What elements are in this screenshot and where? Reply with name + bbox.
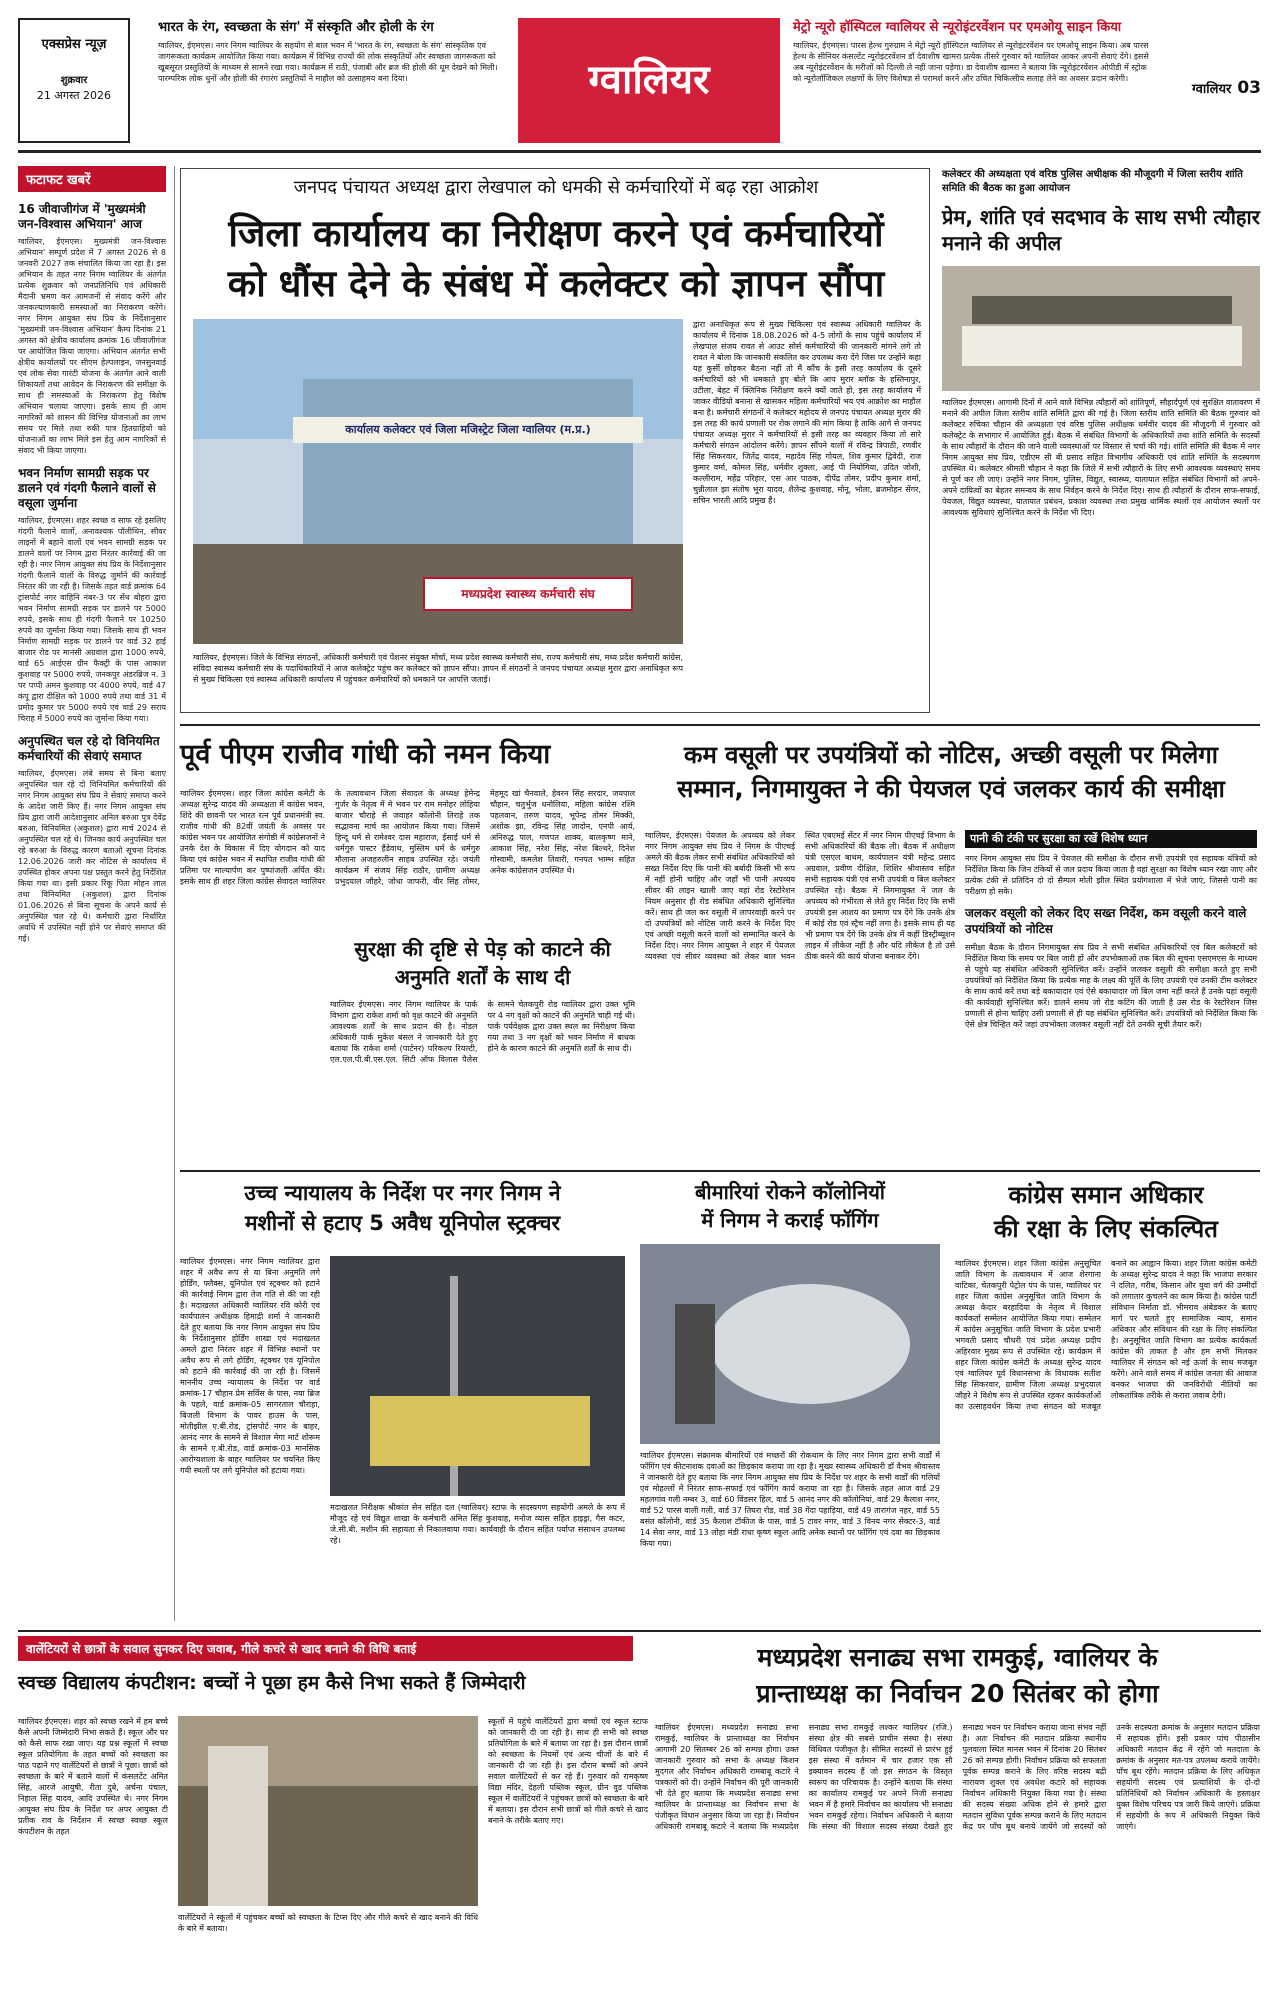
photo-building bbox=[303, 379, 633, 569]
section-rule bbox=[180, 724, 1260, 726]
unipole-story bbox=[180, 1178, 625, 1616]
rajiv-body: ग्वालियर ईएमएस। शहर जिला कांग्रेस कमेटी के अध्यक्ष सुरेन्द्र यादव की अध्यक्षता में कांग्रेस भवन, शिंदे की छावनी पर भारत रत्न पूर्व प्रधानमंत्री स्व. राजीव गांधी की 82वीं जयंती के अवसर पर कांग्रेस भवन पर आयोजित संगोष्ठी में कांग्रेसजनों ने उनके देश के विकास में दिए योगदान को याद किया एवं कांग्रेस भवन में स्थापित राजीव गांधी की प्रतिमा पर माल्यार्पण कर पुष्पांजली अर्पित की। इसके साथ ही शहर जिला कांग्रेस सेवादल ग्वालियर के तत्वावधान जिला सेवादल के अध्यक्ष हेमेन्द्र गुर्जर के नेतृत्व में मे भवन पर राम मनोहर लोहिया बाजार चौराहे से जवाहर कॉलोनी तिराहे तक सद्भावना मार्च का आयोजन किया गया। जिसमें हिन्दू धर्म से रामेश्वर दास महाराज, ईसाई धर्म से धर्मगुरु पास्टर हैंडेवाथ, मुस्लिम धर्म के धर्मगुरु मौलाना अजहरुलीन साहब उपस्थित रहे। जयंती कार्यक्रम में संजय सिंह राठौर, ग्रामीण अध्यक्ष प्रभुदयाल जौहरे, जोधा जाफरी, वीर सिंह तोमर, मेहमूद खां चैनवाले, हेवरन सिंह सरदार, जयपाल चौहान, चतुर्भुज धनोलिया, महिला कांग्रेस रश्मि पहलवान, तरुण यादव, भूपेन्द्र तोमर मिक्की, अशोक झा, रविन्द्र सिंह जादोन, एनपी आर्य, अनिरुद्ध पाल, गणपत शाक्य, बालकृष्ण माने, आकाश सिंह, नरेश सिंह, नरेश बिल्थरे, दिनेश गोस्वामी, कमलेश तिवारी, गनपत भाम्भ सहित अनेक कांग्रेसजन उपस्थित थे। bbox=[180, 789, 635, 886]
fogging-headline-line2: में निगम ने कराई फॉगिंग bbox=[701, 1208, 879, 1232]
school-body-continued: वालेंटियरों ने स्कूलों में पहुंचकर बच्चों को स्वच्छता के टिप्स दिए और गीले कचरे से खाद बनाने की विधि के बारे में बताया। bbox=[178, 1913, 478, 1933]
lead-headline bbox=[181, 209, 931, 309]
city-banner: ग्वालियर bbox=[518, 18, 780, 143]
water-side-head1: पानी की टंकी पर सुरक्षा का रखें विशेष ध्यान bbox=[965, 830, 1257, 848]
header-story-right-text: ग्वालियर, ईएमएस। पारस हेल्थ गुरुग्राम ने मेट्रो न्यूरो हॉस्पिटल ग्वालियर से न्यूरोइंटरवेंशन पर एमओयू साइन किया। अब पारस हेल्थ के सीनियर कंसल्टेंट न्यूरोइंटरवेंशन डॉ देवाशीष खामरा प्रत्येक तीसरे गुरुवार को ग्वालियर आकर अपनी सेवाएं देंगे। इससे अब न्यूरोइंटरवेंशन के मरीजों को दिल्ली ले नहीं जाना पड़ेगा। डा देवाशीष खामरा ने बताया कि न्यूरोइंटरवेंशन ओपीडी में स्ट्रोक को न्यूरोलॉजिकल लक्षणों के लिए विशेषज्ञ से परामर्श करने और उचित चिकित्सीय सलाह लेने का अवसर प्रदान करेगी। bbox=[793, 41, 1149, 83]
fogging-photo bbox=[640, 1244, 940, 1444]
congress-headline-line1: कांग्रेस समान अधिकार bbox=[1008, 1181, 1204, 1209]
fatafat-item-body: ग्वालियर, ईएमएस। शहर स्वच्छ व साफ रहे इसलिए गंदगी फैलाने वालों, अनावश्यक पॉलीथिन, सीवर लाइनों में बहाने वालों एवं भवन सामग्री सड़क पर डालने वालों पर निगम द्वारा निरंतर कार्रवाई की जा रही है। नगर निगम आयुक्त संघ प्रिय के निर्देशानुसार गंदगी फैलाने वालों के विरुद्ध जुर्माने की कार्रवाई निरंतर की जा रही है। जिसके तहत वार्ड क्रमांक 64 ट्रांसपोर्ट नगर वाहिनि नंबर-3 पर सेंध बोहरा द्वारा भवन निर्माण सामग्री सड़क पर डालने पर 5000 रुपये, इसके साथ ही गंदगी फैलाने पर 10250 रुपये का जुर्माना किया गया। जिसके साथ ही भवन निर्माण सामग्री सड़क पर डालने पर वार्ड 32 हाई बाजार रोड पर मानसी अग्रवाल द्वारा 1000 रुपये, वार्ड 65 आईएस ग्रीन फैक्ट्री के पास आकाश कुशवाह पर 5000 रुपये, जनकपुर अंडरब्रिज न. 3 पर पप्पी अमन कुशवाह पर 4000 रुपये, वार्ड 47 कंपू द्वारा दीक्षित को 1000 रुपये तथा वार्ड 31 में प्रमोद कुमार पर 5000 रुपये एवं वार्ड 29 सराय चिराह में 5000 रुपये का जुर्माना किया गया। bbox=[18, 516, 166, 723]
committee-photo bbox=[942, 266, 1260, 391]
masthead bbox=[18, 18, 1261, 150]
school-headline: स्वच्छ विद्यालय कंपटीशन: बच्चों ने पूछा हम कैसे निभा सकते हैं जिम्मेदारी bbox=[18, 1672, 526, 1694]
fatafat-item bbox=[18, 202, 166, 456]
issue-date: 21 अगस्त 2026 bbox=[36, 89, 112, 102]
fogging-headline-line1: बीमारियां रोकने कॉलोनियों bbox=[695, 1180, 885, 1204]
lead-story bbox=[180, 168, 930, 713]
fatafat-item bbox=[18, 466, 166, 724]
tree-headline bbox=[330, 935, 635, 991]
lead-headline-line1: जिला कार्यालय का निरीक्षण करने एवं कर्मचारियों bbox=[228, 212, 884, 255]
congress-headline-line2: की रक्षा के लिए संकल्पित bbox=[994, 1215, 1218, 1243]
photo-signboard: कार्यालय कलेक्टर एवं जिला मजिस्ट्रेट जिला ग्वालियर (म.प्र.) bbox=[293, 417, 643, 443]
committee-body: ग्वालियर ईएमएस। आगामी दिनों में आने वाले विभिन्न त्यौहारों को शांतिपूर्ण, सौहार्दपूर्ण एवं सुरक्षित वातावरण में मनाने की अपील जिला स्तरीय शांति समिति द्वारा की गई है। जिला स्तरीय शांति समिति की बैठक गुरुवार को कलेक्टर रुचिका चौहान की अध्यक्षता एवं वरिष्ठ पुलिस अधीक्षक धर्मवीर यादव की मौजूदगी में गुरुवार को कलेक्ट्रेट के सभागार में आयोजित हुई। बैठक में संबंधित विभागों के अधिकारियों तथा शांति समिति के सदस्यों के साथ त्यौहारों के दौरान की जाने वाली व्यवस्थाओं पर विस्तार से चर्चा की गई। शांति समिति की बैठक में नगर निगम आयुक्त संघ प्रिय, एडीएम सी बी प्रसाद सहित विभागीय अधिकारी एवं शांति समिति के सदस्यगण उपस्थित थे। कलेक्टर श्रीमती चौहान ने कहा कि जिले में सभी त्यौहारों के लिए सभी आवश्यक व्यवस्थाएं समय से पूर्ण कर ली जाएं। उन्होंने नगर निगम, पुलिस, विद्युत, स्वास्थ्य, यातायात सहित संबंधित विभागों को अपने-अपने दायित्वों का बेहतर समन्वय के साथ निर्वहन करने के निर्देश दिए। साथ ही त्यौहारों के दौरान साफ-सफाई, पेयजल, विद्युत व्यवस्था, यातायात प्रबंधन, प्रकाश व्यवस्था तथा प्रमुख धार्मिक स्थलों एवं आयोजन स्थलों पर आवश्यक सुविधाएं सुनिश्चित करने के निर्देश भी दिए। bbox=[942, 398, 1260, 517]
fogging-body: ग्वालियर ईएमएस। संक्रामक बीमारियों एवं मच्छरों की रोकथाम के लिए नगर निगम द्वारा सभी वार्डों में फॉगिंग एवं कीटनाशक दवाओं का छिड़काव कराया जा रहा है। मुख्य स्वास्थ्य अधिकारी डॉ वैभव श्रीवास्तव ने जानकारी देते हुए बताया कि नगर निगम आयुक्त संघ प्रिय के निर्देश पर शहर के सभी वार्डों की गलियों एवं मोहल्लों में निरंतर साफ-सफाई एवं फॉगिंग कार्य कराया जा रहा है। जिसके तहत आज वार्ड 29 महलगांव गली नम्बर 3, वार्ड 60 विंडसर हिल, वार्ड 5 आनंद नगर की कॉलोनियां, वार्ड 29 कैलाश नगर, वार्ड 52 पारस वाली गली, वार्ड 37 तिघरा रोड, वार्ड 38 गेंदा पहाड़िया, वार्ड 49 तारागंज नहर, वार्ड 55 बसंत कॉलोनी, वार्ड 35 कैलाश टॉकीज के पास, वार्ड 5 टावर नगर, वार्ड 3 विनय नगर सेक्टर-3, वार्ड 14 सेवा नगर, वार्ड 13 लोहा मंडी राधा कृष्ण स्कूल आदि अनेक स्थानों पर फॉगिंग एवं दवा का छिड़काव किया गया। bbox=[640, 1451, 940, 1548]
school-photo bbox=[178, 1716, 478, 1906]
committee-kicker: कलेक्टर की अध्यक्षता एवं वरिष्ठ पुलिस अधीक्षक की मौजूदगी में जिला स्तरीय शांति समिति की बैठक का हुआ आयोजन bbox=[942, 169, 1243, 194]
school-body: ग्वालियर ईएमएस। शहर को स्वच्छ रखने में हम बच्चे कैसे अपनी जिम्मेदारी निभा सकते हैं। स्कूल और घर को कैसे साफ रखा जाए। यह प्रश्न स्कूलों में स्वच्छ स्कूल प्रतियोगिता के तहत बच्चों को स्वच्छता का पाठ पढ़ाने गए वालेंटियरों से छात्रों ने पूछा। छात्रों को स्वच्छता के बारे में बताने वालों में कंसलटेंट अमित सिंह, आरजे आयुषी, रीता दुबे, अर्चना पंचाल, निहाल सिंह यादव, आदि उपस्थित थे। नगर निगम आयुक्त संघ प्रिय के निर्देश पर अपर आयुक्त टी प्रतीक राव के निर्देशन में स्वच्छ स्वच्छ स्कूल कंपटीशन के तहत bbox=[18, 1717, 168, 1836]
photo-people bbox=[972, 296, 1232, 324]
lead-body: द्वारा अनाधिकृत रूप से मुख्य चिकित्सा एवं स्वास्थ्य अधिकारी ग्वालियर के कार्यालय में दिनांक 18.08.2026 को 4-5 लोगों के साथ पहुंचे कार्यालय में लेखपाल संजय रावत से आउट सोर्स कर्मचारियों की जानकारी मांगने लगे तो रावत ने बोला कि जानकारी संकलित कर उपलब्ध करा देंगे जिस पर उन्होंने कहा यह कुर्सी छोड़कर बैठना नहीं तो मैं कौंच के इसी तरह कार्यालय के दूसरे कर्मचारियों को भी धमकाते हुए बोले कि आप मुरार ब्लॉक के हस्तिनापुर, उटीला, बेहट में क्लिनिक निरीक्षण करने क्यों जाते हो, इस तरह कार्यालय में जाकर वीडियो बनाना से खासकर महिला कर्मचारियों भय एवं आक्रोश का माहौल बना है। कर्मचारी संगठनों ने कलेक्टर महोदय से जनपद पंचायत अध्यक्ष मुरार की इस तरह की कार्य प्रणाली पर रोक लगाने की मांग किया है ताकि आगे से जनपद पंचायत अध्यक्ष मुरार ने कर्मचारियों से इसी तरह का व्यवहार किया तो सारे कर्मचारी संगठन आंदोलन करेंगे। ज्ञापन सौंपने वालों में रविन्द्र त्रिपाठी, रणवीर सिंह सिकरवार, जितेंद्र यादव, महादेव सिंह गोयल, शिव कुमार द्विवेदी, राज कुमार वर्मा, कोमल सिंह, धर्मवीर शुक्ला, आई पी नियोगिया, उदित जोशी, कल्लीराम, महेंद्र परिहार, एस आर पाठक, दीपेंद्र तोमर, प्रदीप कुमार शर्मा, चुन्नीलाल झा संतोष भूरा यादव, शैलेन्द्र कुशवाह, मोनू, भोला, ब्रजमोहन सेंगर, सचिन भारती आदि प्रमुख हैं। bbox=[693, 320, 921, 505]
page-tag bbox=[1192, 78, 1261, 98]
water-headline bbox=[645, 738, 1257, 806]
page-number: 03 bbox=[1237, 78, 1261, 98]
photo-worker bbox=[675, 1304, 715, 1424]
water-headline-line1: कम वसूली पर उपयंत्रियों को नोटिस, अच्छी वसूली पर मिलेगा bbox=[684, 741, 1218, 769]
sanadhya-story bbox=[655, 1640, 1260, 1996]
header-story-left-title: भारत के रंग, स्वच्छता के संग' में संस्कृति और होली के रंग bbox=[158, 20, 434, 35]
photo-crane bbox=[370, 1396, 590, 1466]
school-body-right: स्कूलों में पहुंचे वालेंटियरों द्वारा बच्चों एवं स्कूल स्टाफ को जानकारी दी जा रही है। साथ ही सभी को स्वच्छ प्रतियोगिता के बारे में बताया जा रहा है। इस दौरान छात्रों को स्वच्छता के नियमों एवं अन्य चीजों के बारे में जानकारी दी जा रही है। इस दौरान बच्चों को अपने सवाल वालेंटियरों से कर रहे हैं। गुरुवार को रामकृष्ण विद्या मंदिर, देहली पब्लिक स्कूल, ग्रीन वुड पब्लिक स्कूल में वालेंटियरों ने पहुंचकर छात्रों को स्वच्छता के बारे में बताया। इस दौरान सभी छात्रों को गीले कचरे से खाद बनाने के तरीके बताए गए। bbox=[488, 1717, 648, 1825]
sanadhya-headline bbox=[655, 1640, 1260, 1712]
water-side-body1: नगर निगम आयुक्त संघ प्रिय ने पेयजल की समीक्षा के दौरान सभी उपयंत्री एवं सहायक यंत्रियों को निर्देशित किया कि जिन टंकियों से जल प्रदाय किया जाता है वहां सुरक्षा का विशेष ध्यान रखा जाए और प्रत्येक टंकी से प्रतिदिन दो दो सैम्पल मोती झील स्थित प्रयोगशाला में भेजे जाएं, जिससे पानी का परीक्षण हो सके। bbox=[965, 854, 1257, 896]
tree-headline-line1: सुरक्षा की दृष्टि से पेड़ को काटने की bbox=[354, 937, 611, 961]
fatafat-item-body: ग्वालियर, ईएमएस। मुख्यमंत्री जन-विश्वास अभियान' सम्पूर्ण प्रदेश में 7 अगस्त 2026 से 8 जनवरी 2027 तक संचालित किया जा रहा है। इस अभियान के तहत नगर निगम ग्वालियर के अंतर्गत प्रत्येक शुक्रवार को जनप्रतिनिधि एवं अधिकारी मैदानी भ्रमण कर आमजनों से संवाद करेंगे और जनकल्याणकारी समस्याओं का निराकरण करेंगे। नगर निगम आयुक्त संघ प्रिय के निर्देशानुसार 'मुख्यमंत्री जन-विश्वास अभियान' कैम्प दिनांक 21 अगस्त को क्षेत्रीय कार्यालय क्रमांक 16 जीवाजीगंज पर आयोजित किया जाएगा। अभियान अंतर्गत सभी क्षेत्रीय कार्यालयों पर सीएम हेल्पलाइन, जनसुनवाई एवं लोक सेवा गारंटी योजना के अंतर्गत आने वाली शिकायतों तथा आवेदन के निराकरण की समीक्षा के साथ ही समस्याओं के निराकरण हेतु विशेष अभियान चलाया जाएगा। इसके साथ ही आम नागरिकों को शासन की विभिन्न योजनाओं का लाभ समय पर मिले तथा रुकी पात्र हितग्राहियों को योजनाओं का लाभ मिले इस हेतु आम नागरिकों से संवाद भी किया जाएगा। bbox=[18, 237, 166, 455]
water-body: ग्वालियर, ईएमएस। पेयजल के अपव्यय को लेकर नगर निगम आयुक्त संघ प्रिय ने निगम के पीएचई अमले की बैठक लेकर सभी संबंधित अधिकारियों को सख्त निर्देश दिए कि पानी की बर्बादी किसी भी रूप में नहीं होनी चाहिए और जहाँ भी पानी अपव्यय सीवर की लाइन खाली जाए वहां रोड रेस्टोरेशन नियम अनुसार ही रोड संबंधित अधिकारी सुनिश्चित करें। साथ ही जल कर वसूली में लापरवाही करने पर दो उपयंत्रियों को नोटिस जारी करने के निर्देश दिए एवं अच्छी वसूली करने वालों को सम्मानित करने के निर्देश दिए। नगर निगम आयुक्त ने शहर में पेयजल व्यवस्था एवं सीवर व्यवस्था को लेकर बाल भवन स्थित एबएमई सेंटर में नगर निगम पीएचई विभाग के सभी अधिकारियों की बैठक ली। बैठक में अधीक्षण यंत्री एसएल बाथम, कार्यपालन यंत्री महेन्द्र प्रसाद अग्रवाल, प्रवीण दीक्षित, शिशिर श्रीवास्तव सहित सभी सहायक यंत्री एवं सभी उपयंत्री व बिल कलेक्टर उपस्थित रहे। बैठक में निगमायुक्त ने जल के अपव्यय को गंभीरता से लेते हुए निर्देश दिए कि सभी उपयंत्री इस आशय का प्रमाण पत्र देंगे कि उनके क्षेत्र में कोई रोड एवं स्ट्रैच नहीं लगा है। इसके साथ ही यह भी प्रमाण पत्र देंगे कि उनके क्षेत्र में कहीं डिस्ट्रीब्यूशन लाइन में लीकेज नहीं है और यदि लीकेज है तो उसे ठीक करने की कार्य योजना बनाकर देंगे। bbox=[645, 831, 955, 961]
fatafat-item-title: 16 जीवाजीगंज में 'मुख्यमंत्री जन-विश्वास अभियान' आज bbox=[18, 202, 146, 231]
page-city: ग्वालियर bbox=[1192, 82, 1232, 97]
tree-story bbox=[330, 935, 635, 1160]
fatafat-item-body: ग्वालियर, ईएमएस। लंबे समय से बिना बताए अनुपस्थित चल रहे दो विनियमित कर्मचारियों की नगर निगम आयुक्त संघ प्रिय ने सेवाएं समाप्त करने के आदेश जारी किए हैं। नगर निगम आयुक्त संघ प्रिय द्वारा जारी आदेशानुसार अनिल बरुआ पुत्र देवेंद्र बरुआ, विनियमित (अकुशल) द्वारा मार्च 2024 से अनुपस्थित चल रहे थे। जिनका कार्य अनुपस्थित चल रहे बरुआ के विरुद्ध कारण बताओ सूचना दिनांक 12.06.2026 जारी कर नोटिस से कार्यालय में उपस्थित होकर अपना पक्ष प्रस्तुत करने हेतु निर्देशित किया गया था। इसी प्रकार रिंकू पिता मोहन लाल तथा विनियमित (अकुशल) द्वारा दिनांक 01.06.2026 से बिना सूचना के अपने कार्य से अनुपस्थित चल रहे थे। कर्मचारी द्वारा निर्धारित अवधि में उपस्थित नहीं होने पर सेवाएं समाप्त की गई। bbox=[18, 769, 166, 943]
unipole-headline-line2: मशीनों से हटाए 5 अवैध यूनिपोल स्ट्रक्चर bbox=[244, 1211, 561, 1235]
publication-box bbox=[18, 18, 130, 143]
water-story bbox=[645, 738, 1257, 1163]
photo-volunteer bbox=[208, 1746, 268, 1906]
unipole-headline-line1: उच्च न्यायालय के निर्देश पर नगर निगम ने bbox=[244, 1181, 561, 1205]
photo-table bbox=[962, 326, 1242, 366]
unipole-headline bbox=[180, 1178, 625, 1238]
rajiv-headline: पूर्व पीएम राजीव गांधी को नमन किया bbox=[180, 739, 551, 770]
water-headline-line2: सम्मान, निगमायुक्त ने की पेयजल एवं जलकर कार्य की समीक्षा bbox=[677, 775, 1225, 803]
tree-body: ग्वालियर ईएमएस। नगर निगम ग्वालियर के पार्क विभाग द्वारा राकेश शर्मा को वृक्ष काटने की अनुमति आवश्यक शर्तों के साथ प्रदान की है। नोडल अधिकारी पार्क मुकेश बंसल ने जानकारी देते हुए बताया कि राकेश शर्मा (पार्टनर) परिकल्प रियल्टी, एल.एल.पी.बी.एस.एल. सिटी ऑफ विलास पैलेस के सामने चेतकपुरी रोड ग्वालियर द्वारा उक्त भूमि पर 4 नग वृक्षों को काटने की अनुमति चाही गई थी। पार्क पर्यवेक्षक द्वारा उक्त स्थल का निरीक्षण किया गया तथा 3 नग वृक्षों को भवन निर्माण में बाधक होने के कारण काटने की अनुमति शर्तों के साथ दी। bbox=[330, 1000, 635, 1064]
committee-headline: प्रेम, शांति एवं सदभाव के साथ सभी त्यौहार मनाने की अपील bbox=[942, 205, 1260, 255]
water-sidebar bbox=[965, 830, 1257, 1030]
congress-body: ग्वालियर ईएमएस। शहर जिला कांग्रेस अनुसूचित जाति विभाग के तत्वावधान में आज शेरगाना वाटिका, चेतकपुरी पेट्रोल पंप के पास, ग्वालियर पर शहर जिला कांग्रेस अनुसूचित जाति विभाग के अध्यक्ष केदार बरहादिया के नेतृत्व में विशाल कार्यकर्ता सम्मेलन आयोजित किया गया। सम्मेलन में कांग्रेस अनुसूचित जाति विभाग के प्रदेश प्रभारी भगवती प्रसाद चौधरी एवं प्रदेश अध्यक्ष प्रदीप अहिरवार मुख्य रूप से उपस्थित रहे। कार्यक्रम में शहर जिला कांग्रेस कमेटी के अध्यक्ष सुरेन्द्र यादव एवं ग्वालियर पूर्व विधानसभा के विधायक सतीश सिंह सिकरवार, ग्रामीण जिला अध्यक्ष प्रभुदयाल जौहरे ने विशेष रूप से उपस्थित रहकर कार्यकर्ताओं का उत्साहवर्धन किया तथा संगठन को मजबूत बनाने का आह्वान किया। शहर जिला कांग्रेस कमेटी के अध्यक्ष सुरेन्द्र यादव ने कहा कि भाजपा सरकार ने दलित, गरीब, किसान और युवा वर्ग की उम्मीदों को लगातार कुचलने का काम किया है। कांग्रेस पार्टी संविधान निर्माता डॉ. भीमराव अंबेडकर के बताए मार्ग पर चलते हुए सामाजिक न्याय, समान अधिकार और संविधान की रक्षा के लिए संकल्पित है। अनुसूचित जाति विभाग का प्रत्येक कार्यकर्ता कांग्रेस की ताकत है और हम सभी मिलकर ग्वालियर में संगठन को नई ऊर्जा के साथ मजबूत करेंगे। आने वाले समय में कांग्रेस जनता की आवाज बनकर भाजपा की जनविरोधी नीतियों का लोकतांत्रिक तरीके से करारा जवाब देगी। bbox=[955, 1259, 1257, 1411]
section-rule bbox=[18, 1630, 1261, 1632]
unipole-photo bbox=[330, 1256, 625, 1496]
header-rule bbox=[18, 150, 1261, 153]
header-story-left bbox=[158, 20, 508, 84]
fogging-story bbox=[640, 1178, 940, 1616]
section-rule bbox=[180, 1170, 1260, 1172]
lead-photo bbox=[193, 319, 683, 644]
fogging-headline bbox=[640, 1178, 940, 1234]
publication-name: एक्सप्रेस न्यूज़ bbox=[41, 37, 107, 52]
lead-kicker: जनपद पंचायत अध्यक्ष द्वारा लेखपाल को धमकी से कर्मचारियों में बढ़ रहा आक्रोश bbox=[293, 177, 819, 198]
congress-headline bbox=[955, 1178, 1257, 1246]
sanadhya-headline-line2: प्रान्ताध्यक्ष का निर्वाचन 20 सितंबर को होगा bbox=[756, 1679, 1159, 1708]
unipole-body-continued: मदाखलत निरीक्षक श्रीकांत सेन सहित दल (ग्वालियर) स्टाफ के सदस्यगण सहयोगी अमले के रूप में मौजूद रहे एवं विद्युत शाखा के कर्मचारी अमित सिंह कुशवाह, मनोज व्यास सहित हाइड्रा, गैस कटर, जे.सी.बी. मशीन की सहायता से निकालवाया गया। कार्यवाही के दौरान सहित पर्याप्त संसाधन उपलब्ध रहे। bbox=[330, 1503, 625, 1545]
lead-headline-line2: को धौंस देने के संबंध में कलेक्टर को ज्ञापन सौंपा bbox=[227, 262, 885, 305]
water-side-head2: जलकर वसूली को लेकर दिए सख्त निर्देश, कम वसूली करने वाले उपयंत्रियों को नोटिस bbox=[965, 906, 1247, 936]
photo-smoke bbox=[710, 1284, 910, 1404]
fatafat-heading: फटाफट खबरें bbox=[18, 166, 166, 192]
fatafat-column bbox=[18, 166, 166, 1621]
fatafat-item-title: अनुपस्थित चल रहे दो विनियमित कर्मचारियों की सेवाएं समाप्त bbox=[18, 734, 160, 763]
congress-story bbox=[955, 1178, 1257, 1616]
lead-caption: ग्वालियर, ईएमएस। जिले के विभिन्न संगठनों, अधिकारी कर्मचारी एवं पेंशनर संयुक्त मोर्चा, मध्य प्रदेश स्वास्थ्य कर्मचारी संघ, राज्य कर्मचारी संघ, मध्य प्रदेश कर्मचारी कांग्रेस, संविदा स्वास्थ्य कर्मचारी संघ के पदाधिकारियों ने आज कलेक्ट्रेट पहुंच कर कलेक्टर को ज्ञापन सौंपा। ज्ञापन में संगठनों ने जनपद पंचायत अध्यक्ष मुरार द्वारा अनाधिकृत रूप से मुख्य चिकित्सा एवं स्वास्थ्य अधिकारी कार्यालय में पहुंचकर कर्मचारियों को धमकाने पर आपत्ति जताई। bbox=[193, 653, 683, 684]
sanadhya-headline-line1: मध्यप्रदेश सनाढ्य सभा रामकुई, ग्वालियर के bbox=[757, 1643, 1158, 1672]
committee-story bbox=[942, 168, 1260, 713]
tree-headline-line2: अनुमति शर्तों के साथ दी bbox=[394, 965, 571, 989]
issue-day: शुक्रवार bbox=[60, 75, 88, 86]
school-kicker: वालेंटियरों से छात्रों के सवाल सुनकर दिए जवाब, गीले कचरे से खाद बनाने की विधि बताई bbox=[18, 1636, 633, 1661]
header-story-right bbox=[793, 20, 1151, 84]
fatafat-item-title: भवन निर्माण सामग्री सड़क पर डालने एवं गंदगी फैलाने वालों से वसूला जुर्माना bbox=[18, 466, 156, 510]
header-story-right-title: मेट्रो न्यूरो हॉस्पिटल ग्वालियर से न्यूरोइंटरवेंशन पर एमओयू साइन किया bbox=[793, 20, 1122, 35]
unipole-body: ग्वालियर ईएमएस। नगर निगम ग्वालियर द्वारा शहर में अवैध रूप से या बिना अनुमति लगे होर्डिंग, फ्लैक्स, यूनिपोल एवं स्ट्रक्चर को हटाने की कार्रवाई निगम द्वारा तेज गति से की जा रही है। मदाखलत अधिकारी ग्वालियर रवि कोरी एवं कार्यपालन अधीक्षक हिमाद्री शर्मा ने जानकारी देते हुए बताया कि नगर निगम आयुक्त संघ प्रिय के निर्देशानुसार होर्डिंग शाखा एवं मदाखलत अमले द्वारा निरंतर शहर में विभिन्न स्थानों पर अवैध रूप से लगे होर्डिंग, स्ट्रक्चर एवं यूनिपोल को हटाने की कार्रवाई की जा रही है। जिसमें माननीय उच्च न्यायालय के निर्देश पर वार्ड क्रमांक-17 चौहान प्रेम सर्विस के पास, नया ब्रिज के पहले, वार्ड क्रमांक-05 सागरताल चौराहा, बिजली विभाग के पावर हाउस के पास, मोतीझील ए.बी.रोड, ट्रांसपोर्ट नगर के बाहर, आनंद नगर के सामने से विशाल मेगा मार्ट शोरूम के सामने ए.बी.रोड, वार्ड क्रमांक-03 मानसिक आरोग्यशाला के बाहर ग्वालियर पर चयनित किए गयी स्थलों पर लगे यूनिपोल को हटाया गया। bbox=[180, 1257, 320, 1475]
sanadhya-body: ग्वालियर ईएमएस। मध्यप्रदेश सनाढ्य सभा रामकुई, ग्वालियर के प्रान्ताध्यक्ष का निर्वाचन आगामी 20 सितम्बर 26 को सम्पन्न होगा। उक्त जानकारी गुरुवार को सभा के अध्यक्ष किशन मुदगल और निर्वाचन अधिकारी रामबाबू कटारे ने पत्रकारों को दी। उन्होंने निर्वाचन की पूरी जानकारी भी देते हुए बताया कि मध्यप्रदेश सनाढ्य सभा ग्वालियर के प्रान्ताध्यक्ष का निर्वाचन सभा के पंजीकृत विधान अनुसार किया जा रहा है। निर्वाचन अधिकारी रामबाबू कटारे ने बताया कि मध्यप्रदेश सनाढ्य सभा रामकुई लश्कर ग्वालियर (रजि.) संस्था क्षेत्र की सबसे प्राचीन संस्था है। संस्था विधिवत पंजीकृत है। सीमित सदस्यों से प्रारंभ हुई इस संस्था में वर्तमान में चार हजार एक सौ इक्यावन सदस्य हैं जो इस संगठन के विस्तृत स्वरूप का परिचायक है। उन्होंने बताया कि संस्था का कार्यालय रामकुई पर अपने निजी सनाढ्य भवन में है हमारे निर्वाचन का कार्यालय भी सनाढ्य भवन रामकुई रहेगा। निर्वाचन अधिकारी ने बताया कि संस्था की विशाल सदस्य संख्या देखते हुए सनाढ्य भवन पर निर्वाचन कराया जाना संभव नहीं है। अतः निर्वाचन की मतदान प्रक्रिया स्थानीय पुलवाला स्थित मानस भवन में दिनांक 20 सितंबर 26 को सम्पन्न होगी। निर्वाचन प्रक्रिया को सफलता पूर्वक सम्पन्न कराने के लिए वरिष्ठ सदस्य बद्री नारायण शुक्ल एवं अवधेश कटारे को सहायक निर्वाचन अधिकारी नियुक्त किया गया है। संस्था की सदस्य संख्या अधिक होने से हमारे द्वारा मतदान सुविधा पूर्वक सम्पन्न कराने के लिए मतदान केंद्र पर पाँच बूथ बनाये जायेंगे जो सदस्यों को उनके सदस्यता क्रमांक के अनुसार मतदान प्रक्रिया में सहायक होंगे। इसी प्रकार पांच पीठासीन अधिकारी मतदान केंद्र में रहेंगे जो मतदाता के क्रमांक के अनुसार मत-पत्र उपलब्ध कराये जायेंगे। पाँच बूथ रहेंगे। मतदान प्रक्रिया के लिए अधिकृत सहयोगी सदस्य एवं प्रत्याशियों के दो-दो प्रतिनिधियों को निर्वाचन अधिकारी के हस्ताक्षर युक्त विशेष परिचय पत्र जारी किये जाएंगे। प्रक्रिया में सहयोगी के रूप में अधिकारी नियुक्त किये जाएंगे। bbox=[655, 1723, 1260, 1831]
fatafat-item bbox=[18, 734, 166, 944]
header-story-left-text: ग्वालियर, ईएमएस। नगर निगम ग्वालियर के सहयोग से बाल भवन में 'भारत के रंग, स्वच्छता के संग' सांस्कृतिक एवं जागरूकता कार्यक्रम आयोजित किया गया। कार्यक्रम में विभिन्न राज्यों की लोक संस्कृतियों और स्वच्छता जागरूकता को खूबसूरत प्रस्तुतियों के माध्यम से सामने रखा गया। कार्यक्रम में राठी, पंजाबी और ब्रज की होली की धूम देखने को मिली। पारम्परिक लोक धुनों और होली की रंगारंग प्रस्तुतियों ने माहौल को उत्साहमय बना दिया। bbox=[158, 41, 498, 83]
school-story bbox=[18, 1636, 648, 1996]
water-side-body2: समीक्षा बैठक के दौरान निगमायुक्त संघ प्रिय ने सभी संबंधित अधिकारियों एवं बिल कलेक्टरों को निर्देशित किया कि समय पर बिल जारी हों और उपभोक्ताओं तक बिल की सूचना एसएमएस के माध्यम से पहुंचे यह संबंधित अधिकारी सुनिश्चित करें। उन्होंने जलकर वसूली की समीक्षा करते हुए सभी उपयंत्रियों को निर्देशित किया कि प्रत्येक माह के लक्ष्य की पूर्ति के लिए उपयंत्री एवं उनकी टीम कलेक्टर के साथ कार्य करें तथा बड़े बकायादार एवं ऐसे बकायादार जो बिल जमा नहीं करते हैं उनके यहां वसूली की कार्यवाही सुनिश्चित करें। डालने समय जो रोड कटिंग की जाती है उस रोड के रेस्टोरेशन जिस प्रणाली से होना चाहिए उसी प्रणाली से ही यह संबंधित सुनिश्चित करें। उपयंत्रियों को निर्देशित किया कि ऐसे क्षेत्र चिन्हित करें जहां उपभोक्ता जलकर वसूली नहीं देते उनकी सूची तैयार करें। bbox=[965, 943, 1257, 1029]
column-divider bbox=[174, 166, 175, 1621]
photo-banner: मध्यप्रदेश स्वास्थ्य कर्मचारी संघ bbox=[423, 577, 633, 611]
